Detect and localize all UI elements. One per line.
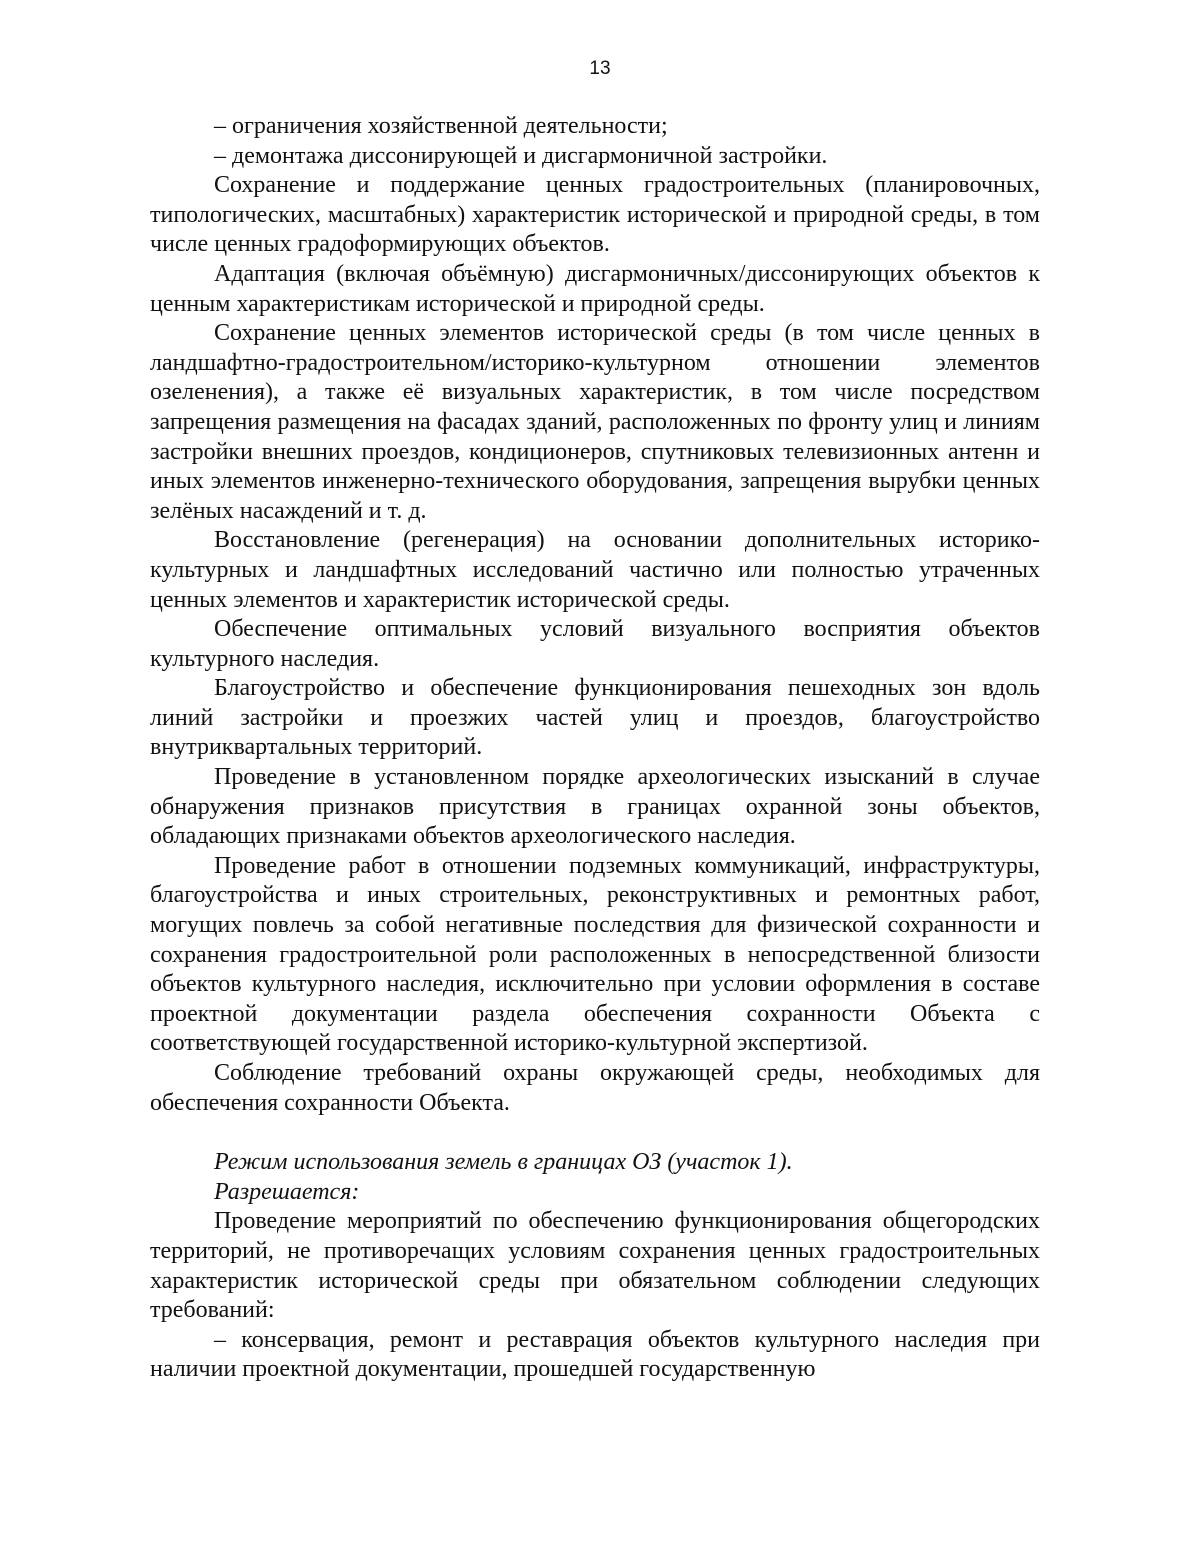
paragraph-historic-elements: Сохранение ценных элементов исторической среды (в том числе ценных в ландшафтно-градостроительном/историко-культурном отношении элементов озеленения), а также её визуальных характеристик, в том числе посредством запрещения размещения на фасадах зданий, расположенных по фронту улиц и линиям застройки внешних проездов, кондиционеров, спутниковых телевизионных антенн и иных элементов инженерно-технического оборудования, запрещения вырубки ценных зелёных насаждений и т. д. [150, 320, 1040, 524]
paragraph-landscaping: Благоустройство и обеспечение функционирования пешеходных зон вдоль линий застройки и проезжих частей улиц и проездов, благоустройство внутриквартальных территорий. [150, 675, 1040, 761]
list-item-dismantling: – демонтажа диссонирующей и дисгармоничной застройки. [214, 142, 828, 169]
section-subheading: Разрешается: [214, 1178, 360, 1205]
paragraph-archaeology: Проведение в установленном порядке археологических изысканий в случае обнаружения признаков присутствия в границах охранной зоны объектов, обладающих признаками объектов археологического наследия. [150, 764, 1040, 850]
paragraph-regeneration: Восстановление (регенерация) на основании дополнительных историко-культурных и ландшафтных исследований частично или полностью утраченных ценных элементов и характеристик исторической среды. [150, 527, 1040, 613]
document-body [150, 112, 1040, 1385]
paragraph-measures: Проведение мероприятий по обеспечению функционирования общегородских территорий, не противоречащих условиям сохранения ценных градостроительных характеристик исторической среды при обязательном соблюдении следующих требований: [150, 1208, 1040, 1324]
paragraph-works: Проведение работ в отношении подземных коммуникаций, инфраструктуры, благоустройства и иных строительных, реконструктивных и ремонтных работ, могущих повлечь за собой негативные последствия для физической сохранности и сохранения градостроительной роли расположенных в непосредственной близости объектов культурного наследия, исключительно при условии оформления в составе проектной документации раздела обеспечения сохранности Объекта с соответствующей государственной историко-культурной экспертизой. [150, 852, 1040, 1057]
paragraph-visual-perception: Обеспечение оптимальных условий визуального восприятия объектов культурного наследия. [150, 616, 1040, 672]
paragraph-environment: Соблюдение требований охраны окружающей среды, необходимых для обеспечения сохранности Объекта. [150, 1060, 1040, 1116]
paragraph-preservation: Сохранение и поддержание ценных градостроительных (планировочных, типологических, масштабных) характеристик исторической и природной среды, в том числе ценных градоформирующих объектов. [150, 172, 1040, 258]
paragraph-adaptation: Адаптация (включая объёмную) дисгармоничных/диссонирующих объектов к ценным характеристикам исторической и природной среды. [150, 260, 1040, 317]
page-number: 13 [589, 58, 611, 79]
list-item-restriction: – ограничения хозяйственной деятельности; [214, 113, 668, 139]
section-heading: Режим использования земель в границах ОЗ (участок 1). [214, 1149, 793, 1176]
list-item-conservation: – консервация, ремонт и реставрация объектов культурного наследия при наличии проектной документации, прошедшей государственную [150, 1326, 1040, 1383]
